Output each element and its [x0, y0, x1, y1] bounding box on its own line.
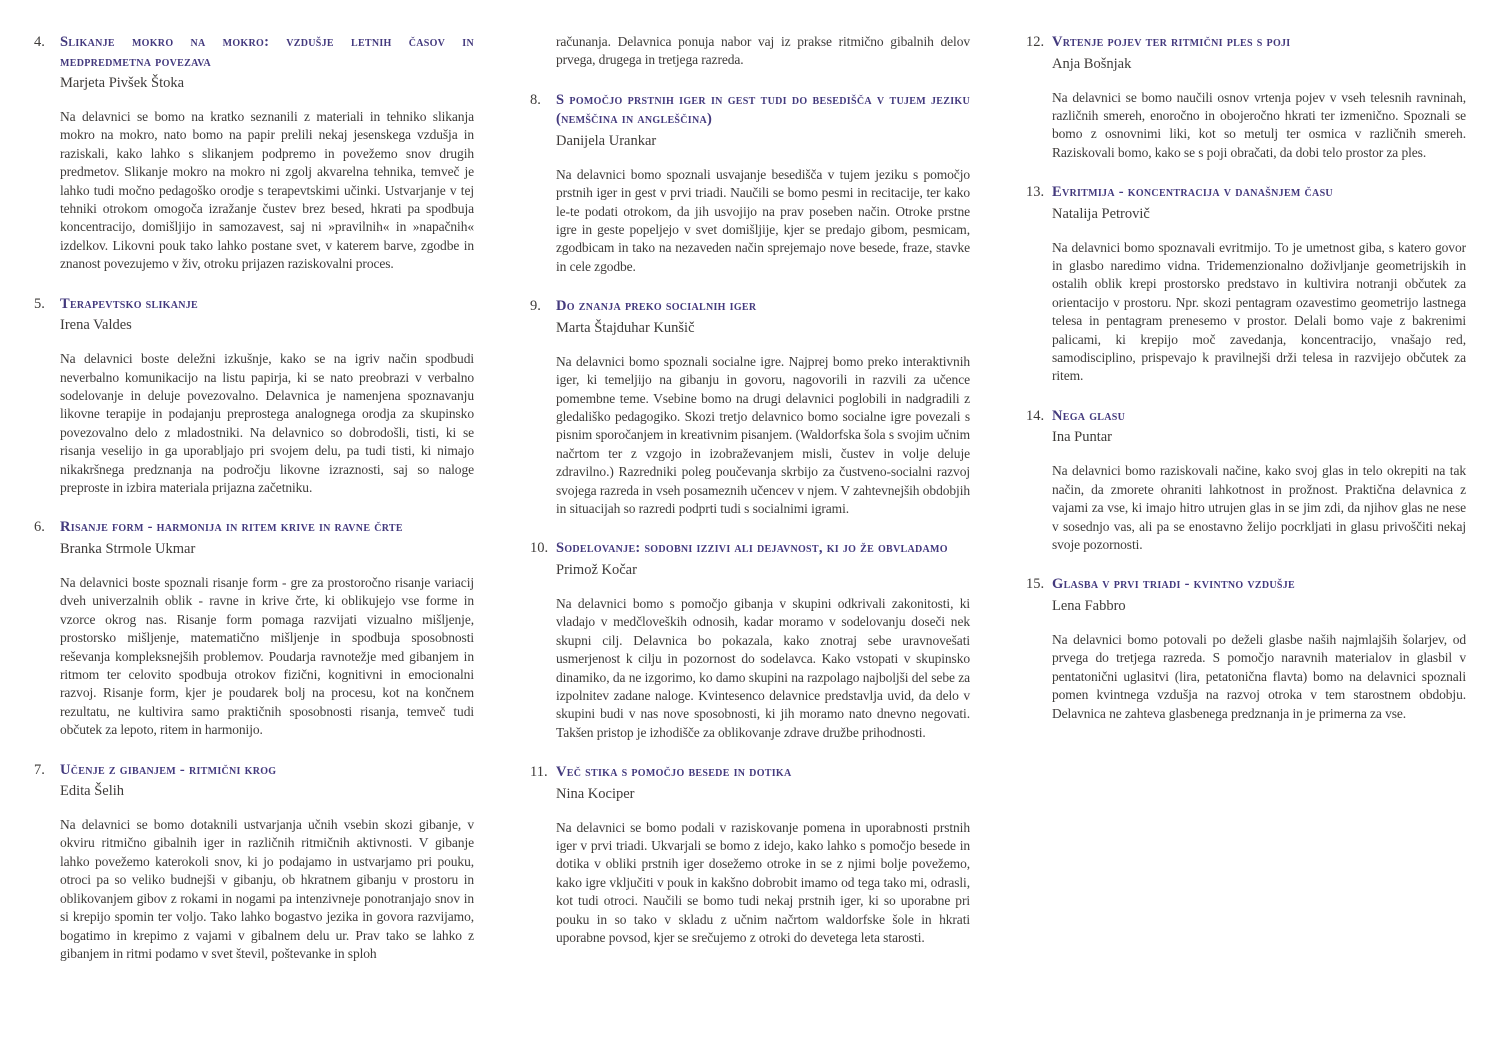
- workshop-title: S pomočjo prstnih iger in gest tudi do besedišča v tujem jeziku (nemščina in angleščina): [556, 91, 970, 128]
- column-3: [1026, 33, 1466, 1044]
- workshop-author: Marta Štajduhar Kunšič: [556, 319, 695, 336]
- workshop-author: Ina Puntar: [1052, 429, 1112, 446]
- workshop-item: [1026, 407, 1466, 555]
- workshop-description: Na delavnici bomo spoznali usvajanje besedišča v tujem jeziku s pomočjo prstnih iger in gest v prvi triadi. Naučili se bomo pesmi in recitacije, ter kako le-te podati otrokom, da jih usvojijo na prav poseben način. Otroke prstne igre in geste popeljejo v svet domišljije, kjer se predajo gibom, pesmicam, zgodbicam in tako na nezaveden način sprejemajo nove besede, fraze, stavke in cele zgodbe.: [556, 166, 970, 274]
- item-content: [556, 91, 970, 276]
- item-number: 7.: [34, 761, 45, 778]
- item-content: [1052, 33, 1466, 162]
- item-content: [1052, 183, 1466, 386]
- item-content: [556, 297, 970, 518]
- workshop-item: [34, 518, 474, 739]
- workshop-author: Irena Valdes: [60, 317, 132, 334]
- workshop-title: Evritmija - koncentracija v današnjem času: [1052, 184, 1333, 201]
- workshop-description: računanja. Delavnica ponuja nabor vaj iz prakse ritmično gibalnih delov prvega, drugega in tretjega razreda.: [556, 34, 970, 68]
- item-number: 5.: [34, 295, 45, 312]
- workshop-author: Edita Šelih: [60, 783, 125, 800]
- item-content: [1052, 575, 1466, 723]
- item-number: 6.: [34, 519, 45, 536]
- workshop-author: Marjeta Pivšek Štoka: [60, 75, 185, 91]
- item-content: [60, 761, 474, 964]
- item-number: 14.: [1026, 407, 1045, 424]
- column-1: [34, 33, 474, 1044]
- workshop-title: Več stika s pomočjo besede in dotika: [556, 764, 792, 781]
- workshop-item: [1026, 183, 1466, 386]
- item-number: 15.: [1026, 576, 1045, 593]
- item-number: 9.: [530, 298, 541, 315]
- workshop-description: Na delavnici bomo potovali po deželi glasbe naših najmlajših šolarjev, od prvega do tretjega razreda. S pomočjo naravnih materialov in glasbil v pentatonični uglasitvi (lira, petatonična flavta) bomo na delavnici spoznali pomen kvintnega vzdušja na razvoj otroka v tem starostnem obdobju. Delavnica ne zahteva glasbenega predznanja in je primerna za vse.: [1052, 631, 1466, 721]
- item-content: [60, 518, 474, 739]
- workshop-description: Na delavnici se bomo dotaknili ustvarjanja učnih vsebin skozi gibanje, v okviru ritmično gibalnih iger in različnih ritmičnih aktivnosti. V gibanje lahko povežemo katerokoli snov, ki jo podajamo in ustvarjamo pri pouku, otroci pa so veliko budnejši v gibanju, ob hkratnem gibanju v prostoru in oblikovanjem gibov z rokami in nogami pa intenzivneje ponotranjajo snov in si krepijo spomin ter voljo. Tako lahko bogastvo jezika in govora razvijamo, bogatimo in krepimo z vajami v gibalnem delu ur. Prav tako se lahko z gibanjem in ritmi podamo v svet števil, poštevanke in sploh: [60, 817, 474, 961]
- workshop-description: Na delavnici boste deležni izkušnje, kako se na igriv način spodbudi neverbalno komunikacijo na listu papirja, ki se nato preobrazi v verbalno sodelovanje in deluje povezovalno. Delavnica je namenjena spoznavanju likovne terapije in podajanju preprostega analognega orodja za skupinsko povezovalno delo z mladostniki. Na delavnico so dobrodošli, tisti, ki se risanja veselijo in ga uporabljajo pri svojem delu, pa tudi tisti, ki nimajo nikakršnega predznanja na področju likovne izraznosti, saj so naloge preproste in izbira materiala prijazna začetniku.: [60, 351, 474, 495]
- workshop-title: Sodelovanje: sodobni izzivi ali dejavnost, ki jo že obvladamo: [556, 540, 948, 557]
- item-content: [60, 33, 474, 274]
- workshop-item: [34, 33, 474, 274]
- workshop-author: Nina Kociper: [556, 785, 635, 802]
- workshop-description: Na delavnici se bomo na kratko seznanili z materiali in tehniko slikanja mokro na mokro, nato bomo na papir prelili nekaj jesenskega vzdušja in raziskali, kako lahko s slikanjem podpremo in povežemo snov drugih predmetov. Slikanje mokro na mokro ni zgolj akvarelna tehnika, temveč je lahko tudi močno pedagoško orodje s terapevtskimi učinki. Ustvarjanje v tej tehniki otrokom omogoča izražanje čustev brez besed, hkrati pa spodbuja koncentracijo, domišljijo in samozavest, saj ni »pravilnih« in »napačnih« izdelkov. Likovni pouk tako lahko postane svet, v katerem barve, zgodbe in znanost povezujemo v živ, otroku prijazen raziskovalni proces.: [60, 109, 474, 272]
- workshop-item: [34, 761, 474, 964]
- item-content: [1052, 407, 1466, 555]
- workshop-description: Na delavnici bomo spoznali socialne igre. Najprej bomo preko interaktivnih iger, ki temeljijo na gibanju in govoru, nagovorili in razvili za učence pomembne teme. Vsebine bomo na drugi delavnici poglobili in nadgradili z gledališko pedagogiko. Skozi tretjo delavnico bomo socialne igre povezali s pisnim sporočanjem in kreativnim pisanjem. (Waldorfska šola s svojim učnim načrtom ter z vzgojo in izobraževanjem misli, čustev in volje deluje zdravilno.) Razredniki poleg poučevanja skrbijo za čustveno-socialni razvoj svojega razreda in vseh posameznih učencev v njem. V zahtevnejših obdobjih in situacijah so razredi podprti tudi s socialnimi igrami.: [556, 353, 970, 516]
- workshop-author: Branka Strmole Ukmar: [60, 540, 196, 557]
- workshop-title: Vrtenje pojev ter ritmični ples s poji: [1052, 34, 1291, 50]
- item-content: [556, 763, 970, 947]
- item-number: 12.: [1026, 34, 1045, 50]
- item-number: 10.: [530, 540, 549, 557]
- workshop-title: Do znanja preko socialnih iger: [556, 298, 757, 315]
- workshop-author: Danijela Urankar: [556, 132, 657, 149]
- item-content: [556, 539, 970, 742]
- workshop-description: Na delavnici bomo s pomočjo gibanja v skupini odkrivali zakonitosti, ki vladajo v medčloveških odnosih, kadar moramo v sodelovanju doseči nek skupni cilj. Delavnica bo pokazala, kako znotraj sebe uravnovešati usmerjenost k cilju in pozornost do sodelavca. Kako vstopati v skupinsko dinamiko, da ne izgorimo, ko damo skupini na razpolago najboljši del sebe za izpolnitev zadane naloge. Kvintesenco delavnice predstavlja uvid, da delo v skupini budi v nas nove sposobnosti, ki jih moramo nato dnevno negovati. Takšen pristop je izhodišče za oblikovanje zdrave družbe prihodnosti.: [556, 595, 970, 740]
- workshop-title: Glasba v prvi triadi - kvintno vzdušje: [1052, 576, 1296, 593]
- workshop-item: [530, 297, 970, 518]
- workshop-author: Lena Fabbro: [1052, 597, 1126, 614]
- workshop-body-continuation: [530, 33, 970, 70]
- workshop-item: [530, 91, 970, 276]
- item-number: 8.: [530, 91, 541, 108]
- workshop-author: Anja Bošnjak: [1052, 55, 1132, 72]
- workshop-author: Primož Kočar: [556, 561, 637, 578]
- item-number: [530, 33, 556, 70]
- workshop-title: Učenje z gibanjem - ritmični krog: [60, 761, 277, 778]
- workshop-item: [1026, 575, 1466, 723]
- workshop-description: Na delavnici se bomo podali v raziskovanje pomena in uporabnosti prstnih iger v prvi triadi. Ukvarjali se bomo z idejo, kako lahko s pomočjo besede in dotika v obliki prstnih iger dosežemo otroke in se z njimi bolje povežemo, kako igre vključiti v pouk in kakšno dobrobit imamo od tega tako mi, odrasli, kot tudi otroci. Naučili se bomo tudi nekaj prstnih iger, ki so uporabne pri pouku in so tako v skladu z učnim načrtom waldorfske šole in hkrati uporabne povsod, kjer se srečujemo z otroki do devetega leta starosti.: [556, 819, 970, 946]
- workshop-title: Risanje form - harmonija in ritem krive in ravne črte: [60, 519, 403, 536]
- workshop-description: Na delavnici se bomo naučili osnov vrtenja pojev v vseh telesnih ravninah, različnih smereh, enoročno in obojeročno hkrati ter izmenično. Spoznali se bomo z osnovnimi liki, kot so metulj ter osmica v različnih smereh. Raziskovali bomo, kako se s poji obračati, da dobi telo prostor za ples.: [1052, 89, 1466, 160]
- workshop-item: [530, 763, 970, 947]
- workshop-title: Slikanje mokro na mokro: vzdušje letnih časov in medpredmetna povezava: [60, 34, 474, 70]
- column-2: [530, 33, 970, 1044]
- workshop-title: Nega glasu: [1052, 407, 1126, 424]
- workshop-description: Na delavnici bomo spoznavali evritmijo. To je umetnost giba, s katero govor in glasbo naredimo vidna. Tridemenzionalno doživljanje geometrijskih in ostalih oblik krepi prostorsko predstavo in kultivira notranji občutek za orientacijo v prostoru. Npr. skozi pentagram ozavestimo geometrijo lastnega telesa in pentagram prenesemo v prostor. Delali bomo vaje z bakrenimi palicami, ki krepijo moč zavedanja, koncentracijo, vnašajo red, samodisciplino, prispevajo k pravilnejši drži telesa in razvijejo občutek za ritem.: [1052, 239, 1466, 384]
- workshop-item: [530, 539, 970, 742]
- item-content: [60, 295, 474, 498]
- item-number: 11.: [530, 764, 548, 781]
- item-number: 4.: [34, 34, 45, 50]
- workshop-item: [34, 295, 474, 498]
- workshop-description: Na delavnici bomo raziskovali načine, kako svoj glas in telo okrepiti na tak način, da zmorete ohraniti lahkotnost in prožnost. Praktična delavnica z vajami za vse, ki imajo hitro utrujen glas in se jim zdi, da njihov glas ne nese v sosednjo vas, ali pa se enostavno želijo pocrkljati in glasu privoščiti nekaj svoje pozornosti.: [1052, 463, 1466, 552]
- item-content: [556, 33, 970, 70]
- workshop-title: Terapevtsko slikanje: [60, 295, 199, 312]
- workshop-description: Na delavnici boste spoznali risanje form - gre za prostoročno risanje variacij dveh univerzalnih oblik - ravne in krive črte, ki oblikujejo vse forme in vzorce okrog nas. Risanje form pomaga razvijati vizualno mišljenje, prostorsko mišljenje, matematično mišljenje in spodbuja sposobnosti reševanja kompleksnejših problemov. Poudarja ravnotežje med gibanjem in ritmom ter celovito spodbuja otrokov fizični, kognitivni in emocionalni razvoj. Risanje form, kjer je poudarek bolj na procesu, kot na končnem rezultatu, ne kultivira samo praktičnih sposobnosti risanja, temveč tudi občutek za lepoto, ritem in harmonijo.: [60, 574, 474, 738]
- workshop-item: [1026, 33, 1466, 162]
- item-number: 13.: [1026, 184, 1045, 201]
- workshop-author: Natalija Petrovič: [1052, 205, 1150, 222]
